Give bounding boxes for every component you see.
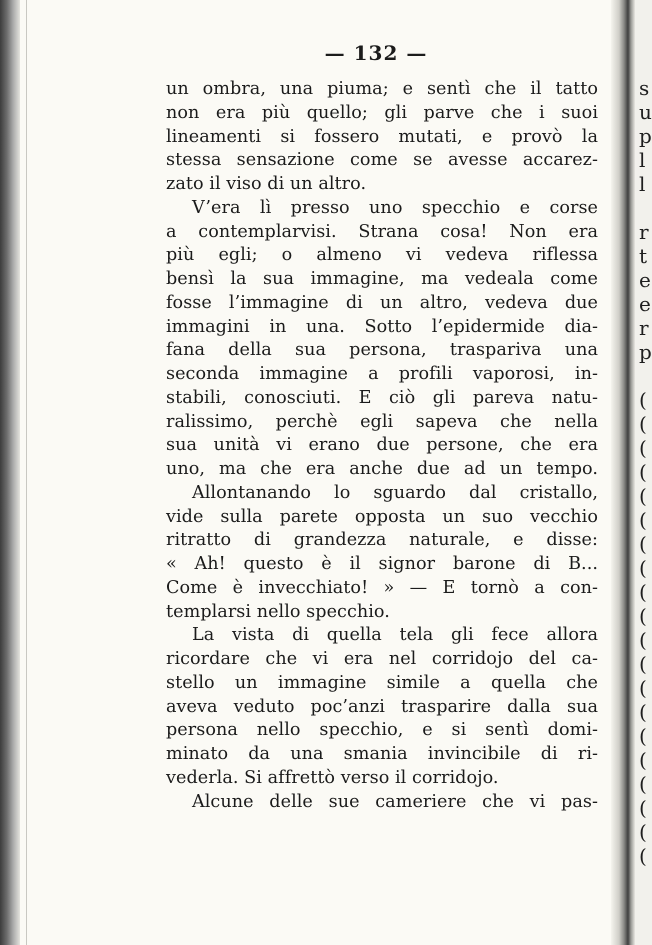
text-line: « Ah! questo è il signor barone di B... [166,554,598,574]
next-page-letter: l [639,172,646,196]
text-line: fana della sua persona, traspariva una [166,340,598,361]
next-page-letter: ( [639,604,647,628]
next-page-letter: ( [639,556,647,580]
next-page-letter: ( [639,436,647,460]
next-page-letter: e [639,292,651,316]
text-line: minato da una smania invincibile di ri- [166,744,598,764]
page-gutter [611,0,635,945]
next-page-letter: ( [639,724,647,748]
text-line: V’era lì presso uno specchio e corse [192,197,598,218]
next-page-letter: ( [639,460,647,484]
text-line: vide sulla parete opposta un suo vecchio [166,506,598,527]
next-page-letter: e [639,268,651,292]
text-line: stello un immagine simile a quella che [166,672,598,693]
next-page-letter: ( [639,796,647,820]
next-page-letter: ( [639,508,647,532]
next-page-letter: ( [639,676,647,700]
next-page-letter: t [639,244,648,268]
next-page-letter: ( [639,532,647,556]
next-page-letter: ( [639,820,647,844]
text-line: non era più quello; gli parve che i suoi [166,102,598,123]
next-page-fragment [635,0,652,945]
page-edge-line [26,0,27,945]
next-page-letter: p [639,124,652,148]
text-line: più egli; o almeno vi vedeva riflessa [166,245,598,266]
next-page-letter: ( [639,580,647,604]
text-line: Come è invecchiato! » — E tornò a con- [166,577,598,598]
text-line: seconda immagine a profili vaporosi, in- [166,364,598,384]
next-page-letter: ( [639,652,647,676]
text-line: a contemplarvisi. Strana cosa! Non era [166,221,598,242]
text-line: La vista di quella tela gli fece allora [192,625,598,646]
text-line: fosse l’immagine di un altro, vedeva due [166,292,598,313]
text-line: Allontanando lo sguardo dal cristallo, [192,482,598,503]
page-number [0,41,652,65]
next-page-letter: r [639,316,649,340]
text-line: sua unità vi erano due persone, che era [166,435,598,456]
text-line: zato il viso di un altro. [166,174,367,194]
next-page-letter: ( [639,628,647,652]
text-line: bensì la sua immagine, ma vedeala come [166,269,598,289]
text-line: immagini in una. Sotto l’epidermide dia- [166,316,598,337]
text-line: Alcune delle sue cameriere che vi pas- [192,791,598,812]
text-line: lineamenti si fossero mutati, e provò la [166,126,598,147]
text-line: vederla. Si affrettò verso il corridojo. [166,767,499,788]
book-binding [0,0,20,945]
next-page-letter: l [639,148,646,172]
next-page-letter: u [639,100,652,124]
next-page-letter: ( [639,412,647,436]
next-page-letter: ( [639,700,647,724]
text-line: aveva veduto poc’anzi trasparire dalla sua [166,696,598,717]
next-page-letter: s [639,76,650,100]
text-line: ritratto di grandezza naturale, e disse: [166,530,598,551]
next-page-letter: ( [639,772,647,796]
body-text [166,78,598,814]
text-line: uno, ma che era anche due ad un tempo. [166,459,598,479]
next-page-letter: ( [639,748,647,772]
text-line: ralissimo, perchè egli sapeva che nella [166,411,598,432]
next-page-letter: ( [639,844,647,868]
text-line: stessa sensazione come se avesse accarez- [166,150,598,171]
text-line: persona nello specchio, e si sentì domi- [166,720,598,741]
text-line: stabili, conosciuti. E ciò gli pareva natu- [166,387,598,408]
text-line: templarsi nello specchio. [166,601,390,622]
page-number-label: — 132 — [324,41,428,65]
next-page-letter: ( [639,484,647,508]
next-page-letter: ( [639,388,647,412]
next-page-letter: r [639,220,649,244]
text-line: ricordare che vi era nel corridojo del ca- [166,649,598,669]
next-page-letter: p [639,340,652,364]
text-line: un ombra, una piuma; e sentì che il tatto [166,79,598,99]
